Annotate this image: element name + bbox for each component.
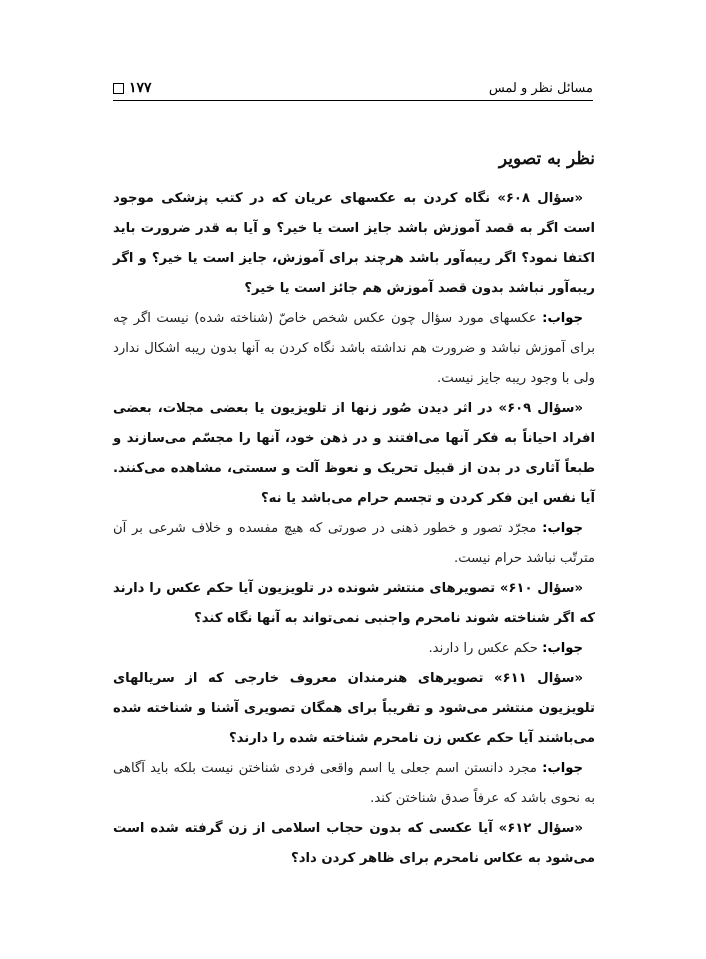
square-icon xyxy=(113,83,124,94)
section-title: نظر به تصویر xyxy=(498,149,595,169)
answer-608 xyxy=(113,304,595,394)
answer-text: مجرد دانستن اسم جعلی یا اسم واقعی فردی شناختن نیست بلکه باید آگاهی به نحوی باشد که عرفاً صدق شناختن کند. xyxy=(113,761,595,806)
question-611 xyxy=(113,664,595,754)
page-number-block xyxy=(113,80,152,96)
answer-label: جواب: xyxy=(542,521,583,536)
question-label: «سؤال ۶۰۹» xyxy=(498,401,583,416)
question-text: نگاه کردن به عکسهای عریان که در کتب پزشکی موجود است اگر به قصد آموزش باشد جایز است یا خیر؟ و آیا به قدر ضرورت باید اکتفا نمود؟ اگر ریبه‌آور باشد هرچند برای آموزش، جایز است یا خیر؟ و اگر ریبه‌آور نباشد بدون قصد آموزش هم جائز است یا خیر؟ xyxy=(113,191,595,296)
question-text: تصویرهای منتشر شونده در تلویزیون آیا حکم عکس را دارند که اگر شناخته شوند نامحرم واجنبی نمی‌تواند به آنها نگاه کند؟ xyxy=(113,581,595,626)
question-text: آیا عکسی که بدون حجاب اسلامی از زن گرفته شده است می‌شود به عکاس نامحرم برای ظاهر کردن داد؟ xyxy=(113,821,595,866)
page-content xyxy=(113,144,595,874)
answer-label: جواب: xyxy=(542,311,583,326)
question-label: «سؤال ۶۰۸» xyxy=(497,191,583,206)
page-number: ۱۷۷ xyxy=(129,80,152,96)
answer-label: جواب: xyxy=(542,641,583,656)
answer-610 xyxy=(113,634,595,664)
running-title: مسائل نظر و لمس xyxy=(488,81,593,96)
page-header xyxy=(113,78,593,100)
question-609 xyxy=(113,394,595,514)
question-608 xyxy=(113,184,595,304)
answer-label: جواب: xyxy=(542,761,583,776)
answer-text: عکسهای مورد سؤال چون عکس شخص خاصّ (شناخته شده) نیست اگر چه برای آموزش نباشد و ضرورت هم نداشته باشد نگاه کردن به آنها بدون ریبه اشکال ندارد ولی با وجود ریبه جایز نیست. xyxy=(113,311,595,386)
question-label: «سؤال ۶۱۰» xyxy=(499,581,584,596)
answer-text: مجرّد تصور و خطور ذهنی در صورتی که هیچ مفسده و خلاف شرعی بر آن مترتّب نباشد حرام نیست. xyxy=(113,521,595,566)
question-612 xyxy=(113,814,595,874)
question-610 xyxy=(113,574,595,634)
question-text: تصویرهای هنرمندان معروف خارجی که از سریالهای تلویزیون منتشر می‌شود و تقریباً برای همگان تصویری آشنا و شناخته شده می‌باشند آیا حکم عکس زن نامحرم شناخته شده را دارند؟ xyxy=(113,671,595,746)
answer-609 xyxy=(113,514,595,574)
header-rule xyxy=(113,100,593,101)
question-text: در اثر دیدن صُور زنها از تلویزیون یا بعضی مجلات، بعضی افراد احیاناً به فکر آنها می‌افتند و در ذهن خود، آنها را مجسّم می‌سازند و طبعاً آثاری در بدن از قبیل تحریک و نعوظ آلت و سستی، مشاهده می‌کنند. آیا نفس این فکر کردن و تجسم حرام می‌باشد یا نه؟ xyxy=(113,401,595,506)
answer-611 xyxy=(113,754,595,814)
answer-text: حکم عکس را دارند. xyxy=(428,641,538,656)
question-label: «سؤال ۶۱۱» xyxy=(494,671,583,686)
question-label: «سؤال ۶۱۲» xyxy=(498,821,584,836)
